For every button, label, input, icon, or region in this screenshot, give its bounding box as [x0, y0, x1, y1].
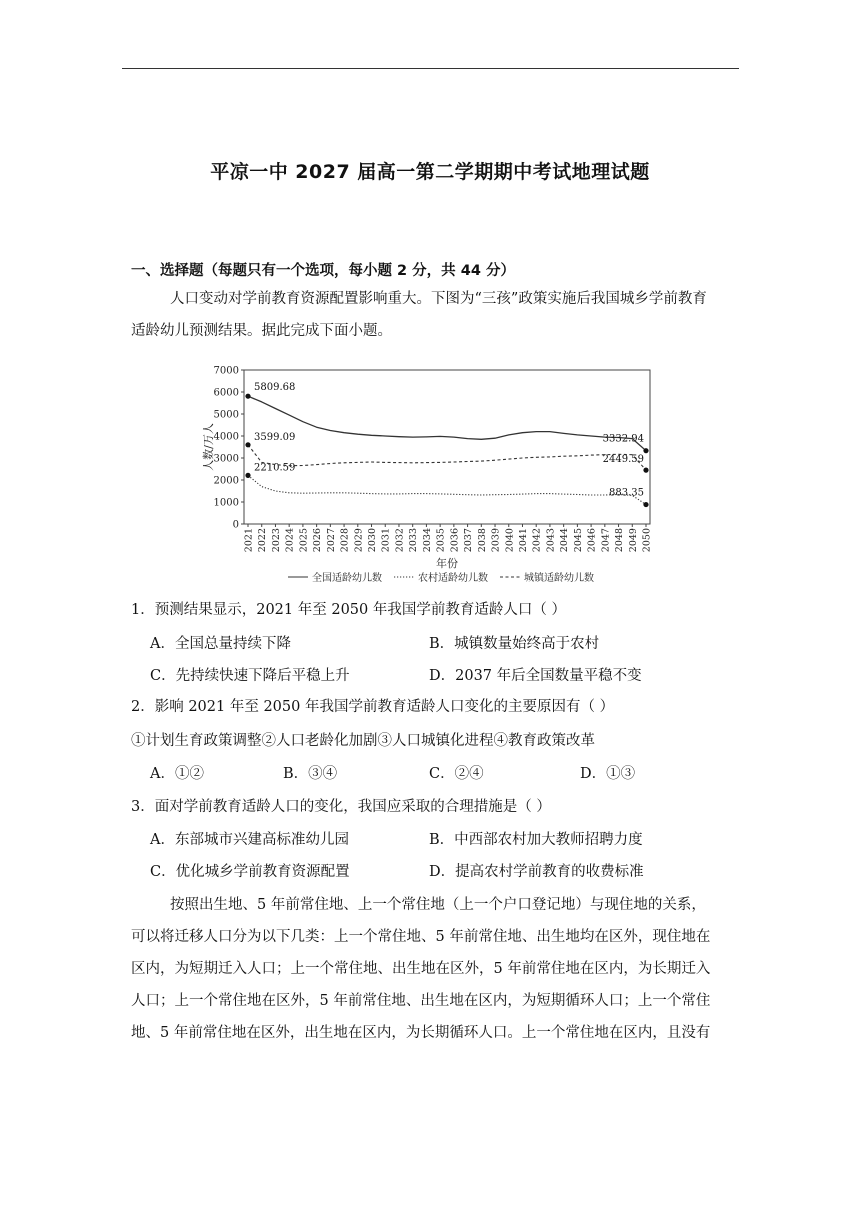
x-tick-label: 2025: [298, 528, 310, 553]
q2-items: ①计划生育政策调整②人口老龄化加剧③人口城镇化进程④教育政策改革: [131, 733, 595, 749]
q1-option-a[interactable]: A．全国总量持续下降: [150, 636, 291, 652]
population-forecast-chart: [200, 358, 660, 590]
y-tick-label: 3000: [213, 453, 239, 465]
x-tick-label: 2044: [559, 528, 571, 553]
passage2-line-3: 区内，为短期迁入人口；上一个常住地、出生地在区外，5 年前常住地在区内，为长期迁入: [131, 961, 711, 977]
y-tick-label: 7000: [213, 365, 239, 377]
x-tick-label: 2022: [257, 528, 269, 553]
x-tick-label: 2048: [614, 528, 626, 553]
series-start-point: [245, 473, 250, 478]
q3-option-d[interactable]: D．提高农村学前教育的收费标准: [429, 864, 644, 880]
x-tick-label: 2047: [600, 528, 612, 553]
q2-option-a[interactable]: A．①②: [150, 766, 204, 782]
passage2-line-1: 按照出生地、5 年前常住地、上一个常住地（上一个户口登记地）与现住地的关系，: [170, 897, 706, 913]
q2-stem: 2．影响 2021 年至 2050 年我国学前教育适龄人口变化的主要原因有（ ）: [131, 699, 615, 715]
x-tick-label: 2030: [367, 528, 379, 553]
x-tick-label: 2040: [504, 528, 516, 553]
passage2-line-2: 可以将迁移人口分为以下几类：上一个常住地、5 年前常住地、出生地均在区外，现住地在: [131, 929, 711, 945]
x-tick-label: 2027: [325, 528, 337, 553]
series-line-3: [248, 445, 646, 470]
x-tick-label: 2029: [353, 528, 365, 553]
x-tick-label: 2026: [312, 528, 324, 553]
q3-option-b[interactable]: B．中西部农村加大教师招聘力度: [429, 832, 643, 848]
q3-stem: 3．面对学前教育适龄人口的变化，我国应采取的合理措施是（ ）: [131, 799, 551, 815]
legend-label: 农村适龄幼儿数: [418, 573, 488, 584]
x-tick-label: 2037: [463, 528, 475, 553]
q3-option-a[interactable]: A．东部城市兴建高标准幼儿园: [150, 832, 349, 848]
intro-line-1: 人口变动对学前教育资源配置影响重大。下图为“三孩”政策实施后我国城乡学前教育: [170, 291, 707, 307]
series-line-2: [248, 475, 646, 504]
x-tick-label: 2038: [476, 528, 488, 553]
x-tick-label: 2046: [586, 528, 598, 553]
x-tick-label: 2033: [408, 528, 420, 553]
y-tick-label: 0: [232, 519, 239, 531]
x-tick-label: 2043: [545, 528, 557, 553]
y-tick-label: 4000: [213, 431, 239, 443]
x-tick-label: 2039: [490, 528, 502, 553]
q1-option-b[interactable]: B．城镇数量始终高于农村: [429, 636, 600, 652]
x-tick-label: 2035: [435, 528, 447, 553]
x-tick-label: 2041: [517, 528, 529, 553]
series-end-point: [643, 502, 648, 507]
series-end-point: [643, 468, 648, 473]
y-tick-label: 5000: [213, 409, 239, 421]
y-tick-label: 6000: [213, 387, 239, 399]
series-end-label: 2449.59: [602, 454, 644, 466]
q3-option-c[interactable]: C．优化城乡学前教育资源配置: [150, 864, 350, 880]
q2-option-b[interactable]: B．③④: [283, 766, 338, 782]
q2-option-c[interactable]: C．②④: [429, 766, 484, 782]
legend-label: 城镇适龄幼儿数: [524, 573, 594, 584]
x-tick-label: 2021: [243, 528, 255, 553]
passage2-line-5: 地、5 年前常住地在区外，出生地在区内，为长期循环人口。上一个常住地在区内，且没有: [131, 1025, 711, 1041]
series-start-label: 2210.59: [254, 462, 296, 474]
section-heading: 一、选择题（每题只有一个选项，每小题 2 分，共 44 分）: [131, 263, 515, 279]
q1-stem: 1．预测结果显示，2021 年至 2050 年我国学前教育适龄人口（ ）: [131, 602, 566, 618]
x-tick-label: 2049: [627, 528, 639, 553]
x-tick-label: 2050: [641, 528, 653, 553]
chart-svg: [200, 358, 660, 590]
x-tick-label: 2031: [380, 528, 392, 553]
series-end-label: 883.35: [609, 487, 644, 499]
intro-line-2: 适龄幼儿预测结果。据此完成下面小题。: [131, 323, 392, 339]
series-start-label: 5809.68: [254, 382, 296, 394]
series-start-point: [245, 394, 250, 399]
x-tick-label: 2023: [270, 528, 282, 553]
y-axis-label: 人数/万人: [202, 423, 215, 471]
x-tick-label: 2045: [572, 528, 584, 553]
x-tick-label: 2034: [421, 528, 433, 553]
passage2-line-4: 人口；上一个常住地在区外，5 年前常住地、出生地在区内，为短期循环人口；上一个常住: [131, 993, 711, 1009]
x-axis-label: 年份: [436, 557, 458, 570]
q1-option-c[interactable]: C．先持续快速下降后平稳上升: [150, 668, 350, 684]
q2-option-d[interactable]: D．①③: [580, 766, 636, 782]
series-start-label: 3599.09: [254, 431, 296, 443]
page-title: 平凉一中 2027 届高一第二学期期中考试地理试题: [210, 161, 650, 183]
series-line-1: [248, 396, 646, 451]
header-rule: [122, 68, 739, 69]
series-end-label: 3332.94: [602, 433, 644, 445]
x-tick-label: 2024: [284, 528, 296, 553]
x-tick-label: 2042: [531, 528, 543, 553]
x-tick-label: 2032: [394, 528, 406, 553]
x-tick-label: 2036: [449, 528, 461, 553]
legend-label: 全国适龄幼儿数: [312, 573, 382, 584]
plot-frame: [244, 370, 650, 524]
series-end-point: [643, 448, 648, 453]
y-tick-label: 2000: [213, 475, 239, 487]
x-tick-label: 2028: [339, 528, 351, 553]
q1-option-d[interactable]: D．2037 年后全国数量平稳不变: [429, 668, 642, 684]
y-tick-label: 1000: [213, 497, 239, 509]
series-start-point: [245, 442, 250, 447]
